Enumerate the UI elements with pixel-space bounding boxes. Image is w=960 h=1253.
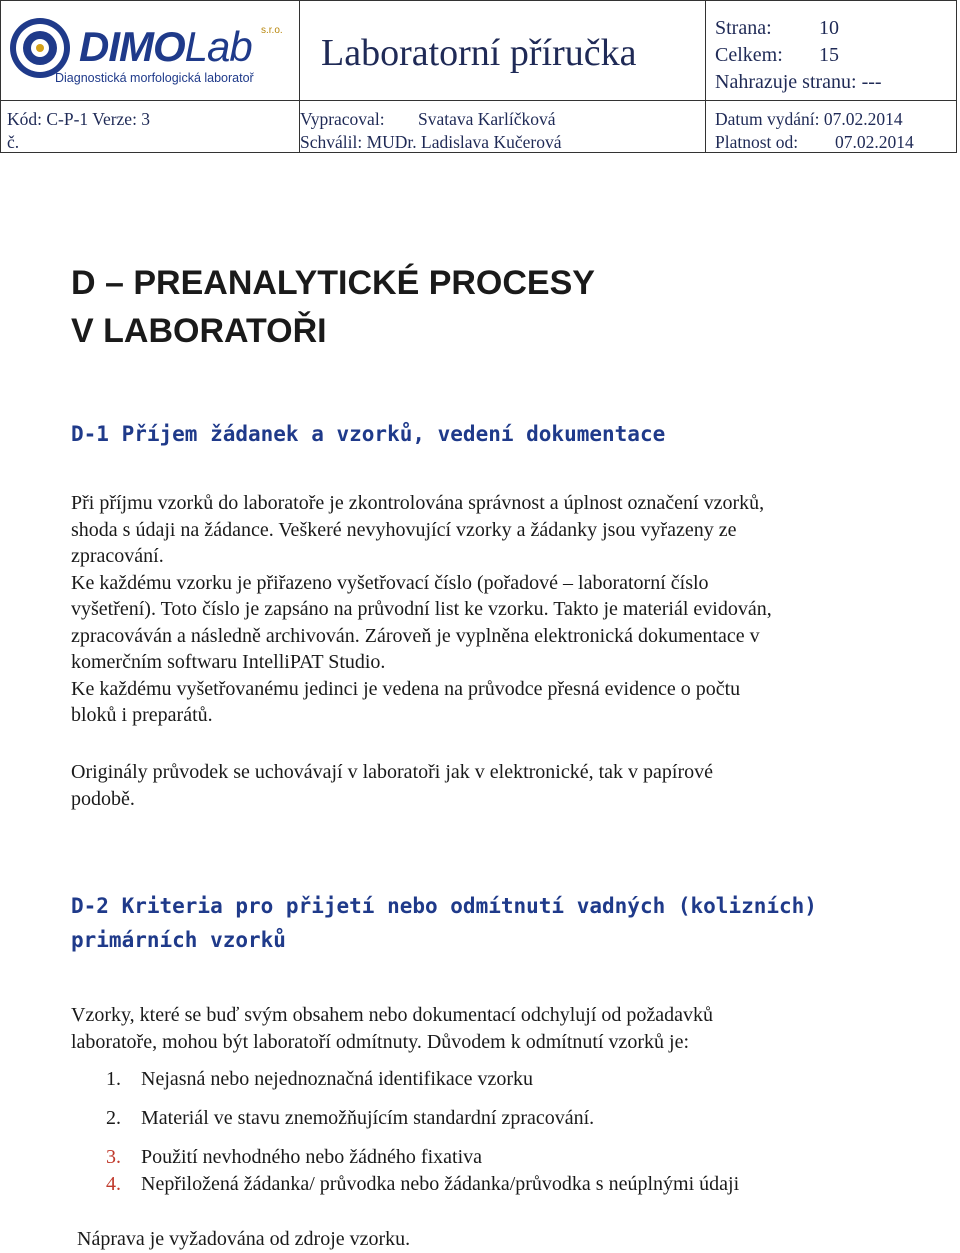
valid-value: 07.02.2014 [835,132,914,152]
list-number: 4. [106,1173,121,1195]
prepared-label: Vypracoval: [300,109,385,129]
logo-wordmark [79,23,252,71]
total-label: Celkem: [715,44,783,66]
prepared-value: Svatava Karlíčková [418,109,556,129]
section-title-line1: D – PREANALYTICKÉ PROCESY [71,264,595,302]
replaces-value: --- [861,71,882,93]
subsection-heading-d1: D-1 Příjem žádanek a vzorků, vedení dokumentace [71,422,666,446]
paragraph-line: vyšetření). Toto číslo je zapsáno na průvodní list ke vzorku. Takto je materiál evidován, [71,598,772,620]
logo-legal-form: s.r.o. [261,25,283,36]
remedy-note: Náprava je vyžadována od zdroje vzorku. [77,1228,411,1250]
document-header [0,0,957,153]
total-pages [715,44,839,67]
valid-from [715,132,914,153]
paragraph-line: podobě. [71,787,135,810]
paragraph-originals [71,759,900,812]
subsection-heading-d2: D-2 Kriteria pro přijetí nebo odmítnutí vadných (kolizních) [71,894,817,918]
document-title: Laboratorní příručka [321,32,637,74]
logo-brand-light: Lab [184,23,252,70]
issue-date [715,109,903,130]
paragraph-line: Vzorky, které se buď svým obsahem nebo dokumentací odchylují od požadavků [71,1004,714,1026]
list-item [106,1107,594,1130]
list-number: 3. [106,1146,121,1168]
paragraph-rejection [71,1002,900,1055]
list-number: 2. [106,1107,121,1129]
approved-label: Schválil: [300,132,363,152]
list-text: Nepřiložená žádanka/ průvodka nebo žádanka/průvodka s neúplnými údaji [141,1173,740,1195]
list-item [106,1173,739,1196]
approved-value: MUDr. Ladislava Kučerová [366,132,562,152]
paragraph-line: bloků i preparátů. [71,704,213,726]
paragraph-line: shoda s údaji na žádance. Veškeré nevyhovující vzorky a žádanky jsou vyřazeny ze [71,518,737,541]
header-divider [1,100,956,101]
approved-by [300,132,561,153]
paragraph-line: Ke každému vyšetřovanému jedinci je vedena na průvodce přesná evidence o počtu [71,677,741,700]
dimolab-logo [7,11,289,93]
issued-label: Datum vydání: [715,109,820,129]
paragraph-intake [71,490,900,729]
replaces-page [715,71,882,94]
list-text: Použití nevhodného nebo žádného fixativa [141,1146,483,1168]
list-number: 1. [106,1068,121,1090]
page-value: 10 [819,17,839,39]
paragraph-line: Při příjmu vzorků do laboratoře je zkontrolována správnost a úplnost označení vzorků, [71,492,765,514]
section-title-line2: V LABORATOŘI [71,312,327,350]
paragraph-line: laboratoře, mohou být laboratoří odmítnuty. Důvodem k odmítnutí vzorků je: [71,1030,690,1053]
logo-brand-bold: DIMO [79,23,185,70]
page-label: Strana: [715,17,772,39]
paragraph-line: Originály průvodek se uchovávají v laboratoři jak v elektronické, tak v papírové [71,761,714,783]
valid-label: Platnost od: [715,132,799,152]
subsection-heading-d2-cont: primárních vzorků [71,928,286,952]
list-item [106,1146,482,1169]
list-item [106,1068,533,1091]
paragraph-line: komerčním softwaru IntelliPAT Studio. [71,651,386,673]
total-value: 15 [819,44,839,66]
page-number [715,17,839,40]
replaces-label: Nahrazuje stranu: [715,71,857,93]
paragraph-line: zpracováván a následně archivován. Zároveň je vyplněna elektronická dokumentace v [71,624,760,647]
logo-tagline: Diagnostická morfologická laboratoř [55,71,254,85]
issued-value: 07.02.2014 [823,109,903,129]
list-text: Materiál ve stavu znemožňujícím standardní zpracování. [141,1107,595,1129]
prepared-by [300,109,556,130]
document-code: Kód: C-P-1 Verze: 3 [7,109,151,129]
header-divider [705,1,706,152]
paragraph-line: Ke každému vzorku je přiřazeno vyšetřovací číslo (pořadové – laboratorní číslo [71,571,709,594]
paragraph-line: zpracování. [71,545,164,567]
list-text: Nejasná nebo nejednoznačná identifikace vzorku [141,1068,534,1090]
document-code-suffix: č. [7,132,20,152]
